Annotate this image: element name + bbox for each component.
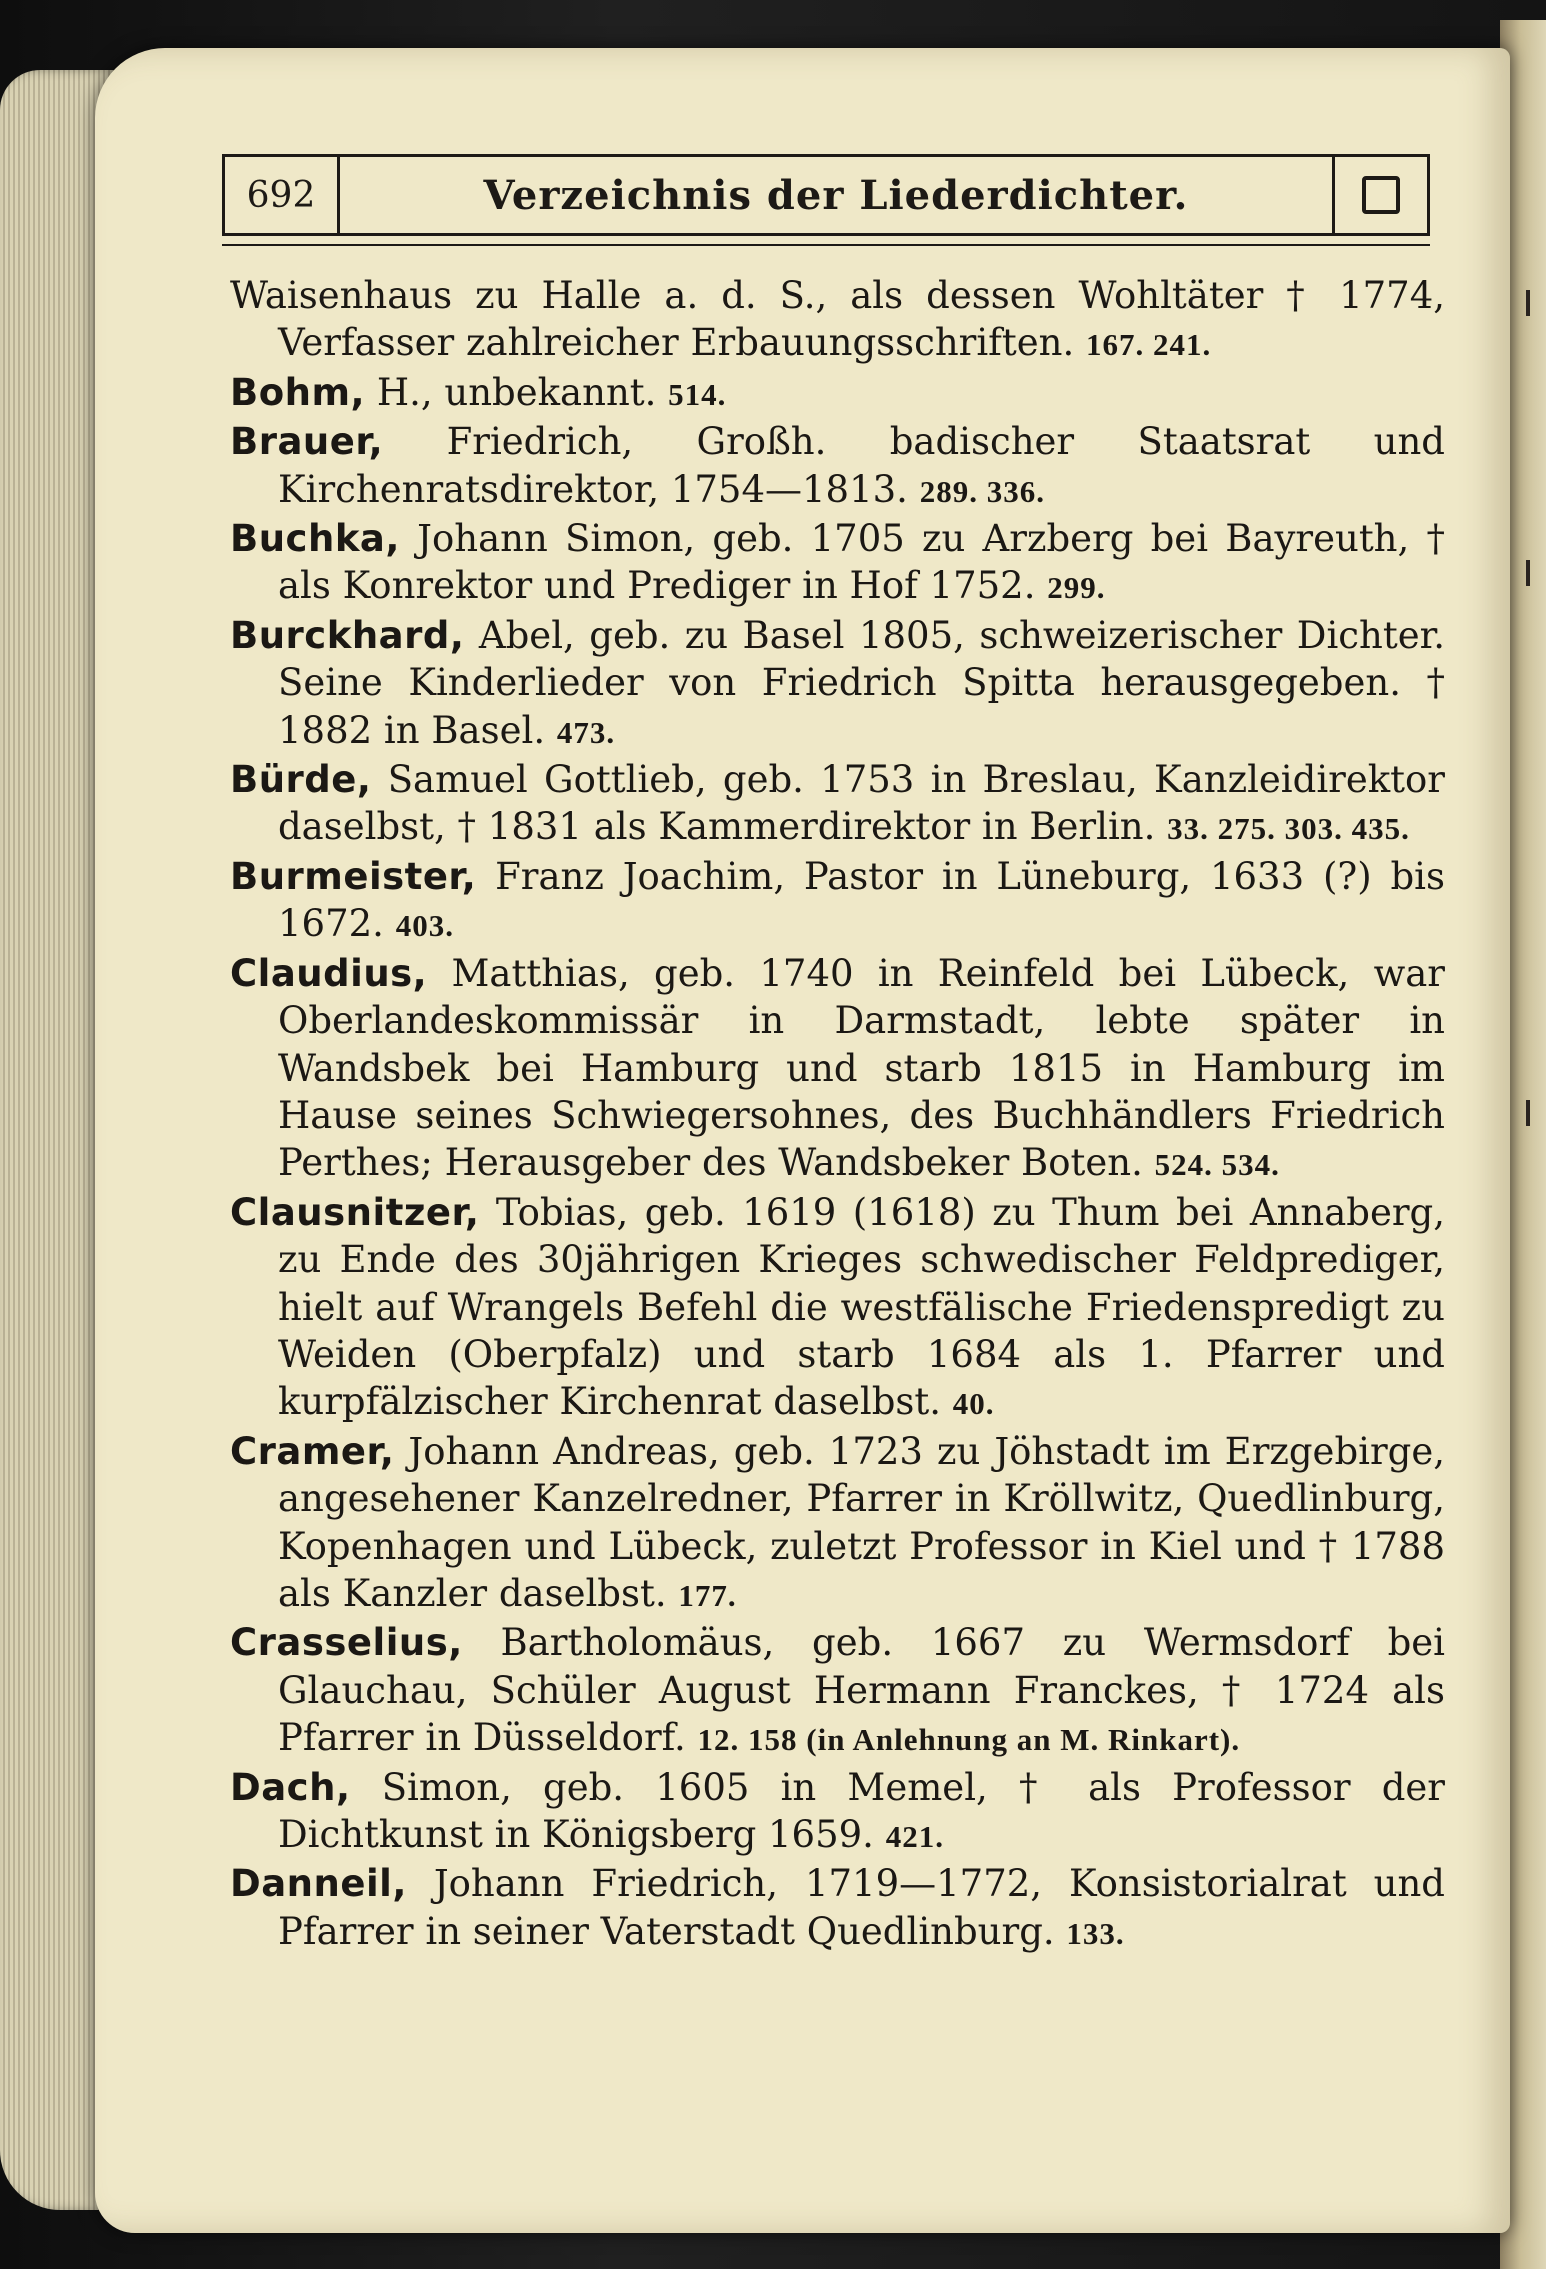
entry-refs: 289. 336. [919,473,1045,509]
entry-text: Simon, geb. 1605 in Memel, † als Professor der Dichtkunst in Königsberg 1659. [278,1765,1445,1856]
list-item [230,950,1445,1189]
gutter-mark [1526,290,1530,316]
entry-name: Brauer, [230,420,384,464]
entry-refs: 299. [1047,570,1106,606]
entry-name: Burckhard, [230,613,465,657]
header-ornament [1332,157,1427,233]
gutter-mark [1526,1100,1530,1126]
entry-text: Bartholomäus, geb. 1667 zu Wermsdorf bei Glauchau, Schüler August Hermann Franckes, † 1724 als Pfarrer in Düsseldorf. [278,1621,1445,1760]
entry-refs: 33. 275. 303. 435. [1167,811,1410,847]
entry-refs: 177. [678,1577,737,1613]
entry-name: Cramer, [230,1429,395,1473]
list-item [230,1619,1445,1763]
entry-refs: 133. [1066,1915,1125,1951]
list-item [230,853,1445,950]
entry-refs: 473. [556,714,616,750]
entry-text: H., unbekannt. [365,370,657,414]
list-item [230,1189,1445,1428]
entry-name: Claudius, [230,951,428,995]
entry-refs: 403. [395,908,454,944]
page-header [222,154,1430,236]
entry-text: Abel, geb. zu Basel 1805, schweizerischer Dichter. Seine Kinderlieder von Friedrich Spitta herausgegeben. † 1882 in Basel. [278,613,1445,752]
list-item [230,515,1445,612]
square-icon [1362,176,1400,214]
list-item [230,418,1445,515]
entry-name: Clausnitzer, [230,1190,480,1234]
entry-name: Danneil, [230,1862,407,1906]
entry-name: Buchka, [230,517,400,561]
entry-name: Dach, [230,1765,351,1809]
entry-text: Johann Andreas, geb. 1723 zu Jöhstadt im Erzgebirge, angesehener Kanzelredner, Pfarrer in Kröllwitz, Quedlinburg, Kopenhagen und Lübeck, zuletzt Professor in Kiel und † 1788 als Kanzler daselbst. [278,1429,1445,1615]
list-item [230,272,1445,369]
gutter-mark [1526,560,1530,586]
list-item [230,1428,1445,1620]
page-number: 692 [225,157,340,233]
entry-name: Bürde, [230,758,372,802]
entry-text: Samuel Gottlieb, geb. 1753 in Breslau, Kanzleidirektor daselbst, † 1831 als Kammerdirektor in Berlin. [278,758,1445,849]
list-item [230,369,1445,418]
list-item [230,1860,1445,1957]
list-item [230,1764,1445,1861]
entry-name: Burmeister, [230,854,477,898]
header-rule [222,244,1430,246]
entry-text: Tobias, geb. 1619 (1618) zu Thum bei Annaberg, zu Ende des 30jährigen Krieges schwedischer Feldprediger, hielt auf Wrangels Befehl die westfälische Friedenspredigt zu Weiden (Oberpfalz) und starb 1684 als 1. Pfarrer und kurpfälzischer Kirchenrat daselbst. [278,1190,1445,1424]
entry-refs: 167. 241. [1086,327,1212,363]
entry-refs: 514. [668,376,727,412]
entry-refs: 12. 158 (in Anlehnung an M. Rinkart). [697,1722,1241,1758]
entry-text: Johann Friedrich, 1719—1772, Konsistorialrat und Pfarrer in seiner Vaterstadt Quedlinburg. [278,1862,1445,1953]
entry-refs: 524. 534. [1154,1147,1280,1183]
entry-name: Crasselius, [230,1621,463,1665]
entry-text: Johann Simon, geb. 1705 zu Arzberg bei Bayreuth, † als Konrektor und Prediger in Hof 1752. [278,517,1445,608]
entry-name: Bohm, [230,370,366,414]
list-item [230,756,1445,853]
page-title: Verzeichnis der Liederdichter. [483,171,1189,219]
entry-text: Franz Joachim, Pastor in Lüneburg, 1633 (?) bis 1672. [278,854,1445,946]
entry-text: Friedrich, Großh. badischer Staatsrat und Kirchenratsdirektor, 1754—1813. [278,420,1445,511]
entry-refs: 421. [885,1819,944,1854]
entry-refs: 40. [952,1386,995,1422]
entry-list [230,272,1445,1957]
list-item [230,612,1445,756]
entry-text: Waisenhaus zu Halle a. d. S., als dessen Wohltäter † 1774, Verfasser zahlreicher Erbauungsschriften. [230,274,1445,365]
entry-text: Matthias, geb. 1740 in Reinfeld bei Lübeck, war Oberlandeskommissär in Darmstadt, lebte später in Wandsbek bei Hamburg und starb 1815 in Hamburg im Hause seines Schwiegersohnes, des Buchhändlers Friedrich Perthes; Herausgeber des Wandsbeker Boten. [278,951,1445,1185]
